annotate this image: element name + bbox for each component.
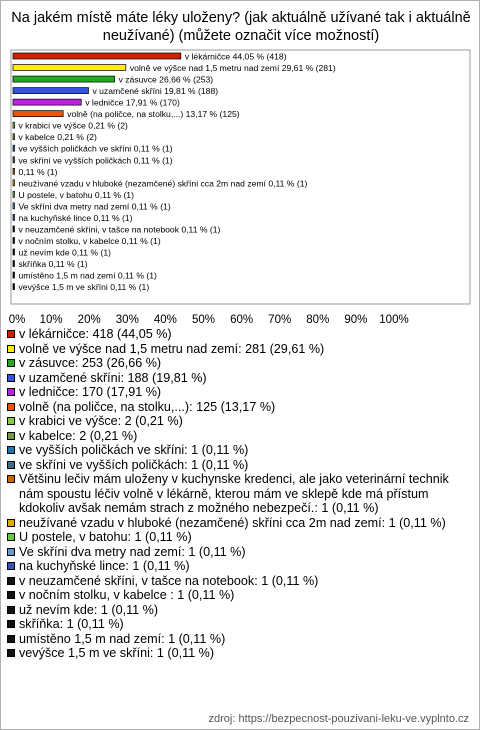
legend-label: Ve skříni dva metry nad zemí: 1 (0,11 %) (19, 544, 246, 559)
bar (13, 284, 15, 290)
legend-label: ve vyšších poličkách ve skříni: 1 (0,11 %) (19, 443, 249, 457)
legend-label: na kuchyňské lince: 1 (0,11 %) (19, 559, 190, 573)
legend-label: v nočním stolku, v kabelce : 1 (0,11 %) (19, 588, 235, 602)
bar-chart (1, 1, 479, 331)
legend-item (7, 559, 473, 574)
legend-swatch (7, 548, 15, 556)
bar-label: ve vyšších poličkách ve skříni 0,11 % (1) (18, 143, 173, 154)
bar-label: skříňka 0,11 % (1) (18, 259, 88, 270)
legend-label: v uzamčené skříni: 188 (19,81 %) (19, 370, 207, 385)
bar-label: Ve skříni dva metry nad zemí 0,11 % (1) (18, 201, 171, 212)
legend-swatch (7, 606, 15, 614)
bar (13, 65, 126, 71)
x-tick-label: 60% (230, 314, 254, 326)
bar-label: v zásuvce 26,66 % (253) (118, 74, 214, 85)
legend-item (7, 342, 473, 357)
legend-swatch (7, 519, 15, 527)
legend-item (7, 327, 473, 342)
legend-swatch (7, 417, 15, 425)
x-tick-label: 90% (344, 314, 368, 326)
legend-item (7, 385, 473, 400)
bar-label: na kuchyňské lince 0,11 % (1) (18, 212, 133, 223)
bar (13, 272, 15, 278)
legend-swatch (7, 461, 15, 469)
legend-swatch (7, 475, 15, 483)
legend-item (7, 617, 473, 632)
bar-label: volně ve výšce nad 1,5 metru nad zemí 29,61 % (281) (129, 63, 336, 74)
legend-label: v ledničce: 170 (17,91 %) (19, 385, 162, 399)
legend-swatch (7, 432, 15, 440)
bar (13, 191, 15, 197)
bar (13, 111, 63, 117)
bar (13, 249, 15, 255)
legend-label: vevýšce 1,5 m ve skříni: 1 (0,11 %) (19, 646, 215, 660)
bar (13, 226, 15, 232)
legend-swatch (7, 446, 15, 454)
x-tick-label: 100% (379, 314, 409, 326)
legend-swatch (7, 649, 15, 657)
legend-item (7, 458, 473, 473)
bar (13, 261, 15, 267)
x-tick-label: 10% (39, 314, 63, 326)
legend-item (7, 443, 473, 458)
x-tick-label: 50% (191, 314, 216, 326)
legend-label: v kabelce: 2 (0,21 %) (19, 428, 138, 443)
x-axis-ticks (9, 314, 409, 326)
legend-swatch (7, 374, 15, 382)
legend-item (7, 472, 473, 516)
legend-swatch (7, 403, 15, 411)
legend-item (7, 371, 473, 386)
bar (13, 203, 15, 209)
legend-label: Většinu lečiv mám uloženy v kuchynske kredenci, ale jako veterinární technik nám spoustu léčiv volně v lékárně, kterou mám ve sklepě kde má přístum kdokoliv avšak nemám strach z možného nebezpečí.: 1 (0,11 %) (19, 472, 449, 515)
bar (13, 76, 115, 82)
legend-label: volně (na poličce, na stolku,...): 125 (13,17 %) (19, 399, 276, 414)
bar (13, 145, 15, 151)
bar-label: U postele, v batohu 0,11 % (1) (18, 189, 134, 200)
legend-item (7, 545, 473, 560)
bar-label: v kabelce 0,21 % (2) (18, 132, 97, 143)
legend-swatch (7, 591, 15, 599)
bar-label: v uzamčené skříni 19,81 % (188) (92, 86, 219, 97)
bar-label: umístěno 1,5 m nad zemí 0,11 % (1) (18, 270, 157, 281)
legend-item (7, 646, 473, 661)
legend-item (7, 429, 473, 444)
legend-item (7, 400, 473, 415)
legend-label: skříňka: 1 (0,11 %) (19, 617, 124, 631)
legend-label: v zásuvce: 253 (26,66 %) (19, 356, 162, 370)
legend-item (7, 603, 473, 618)
legend-swatch (7, 620, 15, 628)
bar-label: už nevím kde 0,11 % (1) (18, 247, 112, 258)
legend-item (7, 516, 473, 531)
legend-swatch (7, 533, 15, 541)
x-tick-label: 80% (306, 314, 330, 326)
legend-swatch (7, 635, 15, 643)
legend-label: volně ve výšce nad 1,5 metru nad zemí: 281 (29,61 %) (19, 341, 325, 356)
bar (13, 157, 15, 163)
legend-item (7, 356, 473, 371)
legend-label: U postele, v batohu: 1 (0,11 %) (19, 530, 192, 544)
legend-label: v neuzamčené skříni, v tašce na notebook: 1 (0,11 %) (19, 573, 319, 588)
bar-label: 0,11 % (1) (18, 166, 58, 177)
x-tick-label: 30% (115, 314, 139, 326)
legend-label: v lékárničce: 418 (44,05 %) (19, 327, 172, 341)
bar (13, 99, 81, 105)
bar-label: v lékárničce 44,05 % (418) (184, 51, 287, 62)
legend-item (7, 632, 473, 647)
x-tick-label: 70% (268, 314, 292, 326)
x-tick-label: 40% (153, 314, 177, 326)
chart-title: Na jakém místě máte léky uloženy? (jak aktuálně užívané tak i aktuálně neužívané) (můžete označit více možností) (11, 10, 471, 44)
bar (13, 180, 15, 186)
bar (13, 134, 15, 140)
x-tick-label: 20% (77, 314, 101, 326)
legend-label: umístěno 1,5 m nad zemí: 1 (0,11 %) (19, 631, 226, 646)
bar-label: vevýšce 1,5 m ve skříni 0,11 % (1) (18, 282, 150, 293)
bar-label: v krabici ve výšce 0,21 % (2) (18, 120, 128, 131)
legend-label: ve skříni ve vyšších poličkách: 1 (0,11 %) (19, 457, 249, 472)
bar-label: ve skříni ve vyšších poličkách 0,11 % (1) (18, 155, 173, 166)
legend-swatch (7, 345, 15, 353)
bar (13, 88, 88, 94)
legend-label: v krabici ve výšce: 2 (0,21 %) (19, 414, 183, 428)
legend-swatch (7, 330, 15, 338)
bar (13, 53, 181, 59)
legend (7, 327, 473, 661)
legend-item (7, 588, 473, 603)
legend-label: neužívané vzadu v hluboké (nezamčené) skříni cca 2m nad zemí: 1 (0,11 %) (19, 515, 446, 530)
legend-swatch (7, 388, 15, 396)
bar-label: v ledničce 17,91 % (170) (85, 97, 180, 108)
legend-swatch (7, 359, 15, 367)
legend-item (7, 414, 473, 429)
bar (13, 122, 15, 128)
legend-swatch (7, 577, 15, 585)
bar-label: v nočním stolku, v kabelce 0,11 % (1) (18, 235, 161, 246)
bar (13, 237, 15, 243)
bar-label: v neuzamčené skříni, v tašce na notebook 0,11 % (1) (18, 224, 221, 235)
legend-item (7, 530, 473, 545)
x-tick-label: 0% (8, 314, 26, 326)
bar-label: neužívané vzadu v hluboké (nezamčené) skříni cca 2m nad zemí 0,11 % (1) (18, 178, 308, 189)
source-note: zdroj: https://bezpecnost-pouzivani-leku-ve.vyplnto.cz (208, 713, 469, 725)
bar-label: volně (na poličce, na stolku,...) 13,17 % (125) (67, 109, 240, 120)
legend-swatch (7, 562, 15, 570)
legend-item (7, 574, 473, 589)
legend-label: už nevím kde: 1 (0,11 %) (19, 602, 159, 617)
bar (13, 168, 15, 174)
bar (13, 214, 15, 220)
